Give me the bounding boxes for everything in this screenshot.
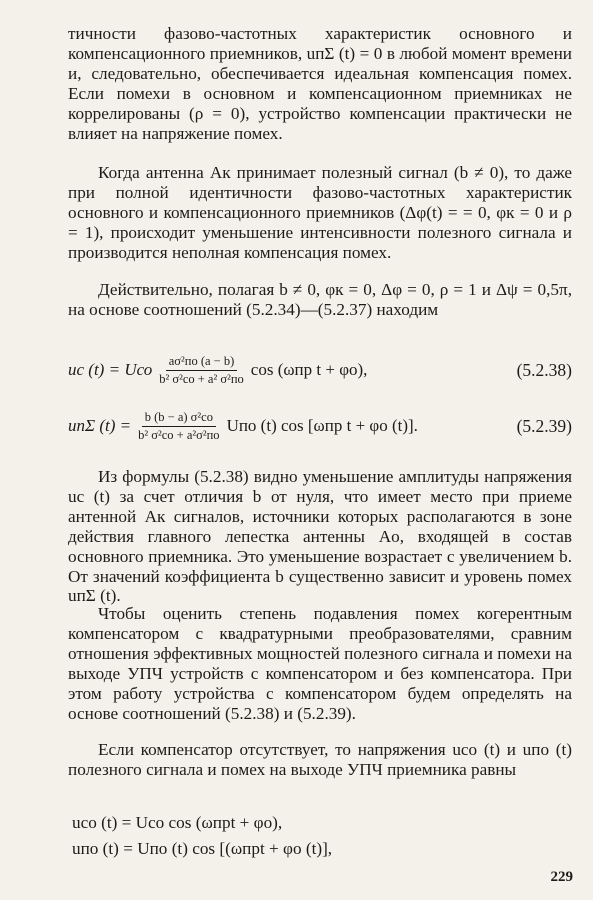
- fraction-numerator: b (b − a) σ²со: [142, 410, 216, 427]
- display-equation-signal: uсо (t) = Uсо cos (ωпрt + φо),: [72, 813, 283, 832]
- fraction-denominator: b² σ²со + a²σ²по: [138, 427, 220, 442]
- equation-5-2-38: [68, 350, 572, 390]
- equation-5-2-39: [68, 406, 572, 446]
- paragraph-formula-analysis: Из формулы (5.2.38) видно уменьшение амплитуды напряжения uc (t) за счет отличия b от нуля, что имеет место при приеме антенной Aк сигналов, источники которых располагаются в зоне действия главного лепестка антенны Aо, входящей в состав основного приемника. Это уменьшение возрастает с увеличением b. От значений коэффициента b существенно зависит и уровень помех uпΣ (t).: [68, 467, 572, 606]
- equation-fraction: [135, 410, 222, 443]
- fraction-denominator: b² σ²со + a² σ²по: [159, 371, 244, 386]
- equation-lhs: uc (t) = Uсо: [68, 360, 153, 379]
- equation-rhs: cos (ωпр t + φо),: [250, 360, 368, 379]
- fraction-numerator: aσ²по (a − b): [166, 354, 238, 371]
- paragraph-no-compensator: Если компенсатор отсутствует, то напряжения uсо (t) и uпо (t) полезного сигнала и помех на выходе УПЧ приемника равны: [68, 740, 572, 779]
- equation-rhs: Uпо (t) cos [ωпр t + φо (t)].: [226, 416, 418, 435]
- paragraph-assumptions: Действительно, полагая b ≠ 0, φк = 0, Δφ = 0, ρ = 1 и Δψ = 0,5π, на основе соотношений (5.2.34)—(5.2.37) находим: [68, 280, 572, 319]
- page-number: 229: [550, 869, 573, 885]
- equation-number: (5.2.38): [516, 360, 572, 380]
- equation-number: (5.2.39): [516, 416, 572, 436]
- paragraph-continuation: тичности фазово-частотных характеристик основного и компенсационного приемников, uпΣ (t) = 0 в любой момент времени и, следовательно, обеспечивается идеальная компенсация помех. Если помехи в основном и компенсационном приемниках не коррелированы (ρ = 0), устройство компенсации практически не влияет на напряжение помех.: [68, 24, 572, 143]
- display-equation-noise: uпо (t) = Uпо (t) cos [(ωпрt + φо (t)],: [72, 839, 333, 858]
- paragraph-suppression: Чтобы оценить степень подавления помех когерентным компенсатором с квадратурными преобразователями, сравним отношения эффективных мощностей полезного сигнала и помехи на выходе УПЧ устройств с компенсатором и без компенсатора. При этом работу устройства с компенсатором будем определять на основе соотношений (5.2.38) и (5.2.39).: [68, 604, 572, 723]
- equation-lhs: uпΣ (t) =: [68, 416, 132, 435]
- paragraph-antenna-signal: Когда антенна Aк принимает полезный сигнал (b ≠ 0), то даже при полной идентичности фазово-частотных характеристик основного и компенсационного приемников (Δφ(t) = = 0, φк = 0 и ρ = 1), происходит уменьшение интенсивности полезного сигнала и производится неполная компенсация помех.: [68, 163, 572, 262]
- equation-fraction: [156, 354, 247, 387]
